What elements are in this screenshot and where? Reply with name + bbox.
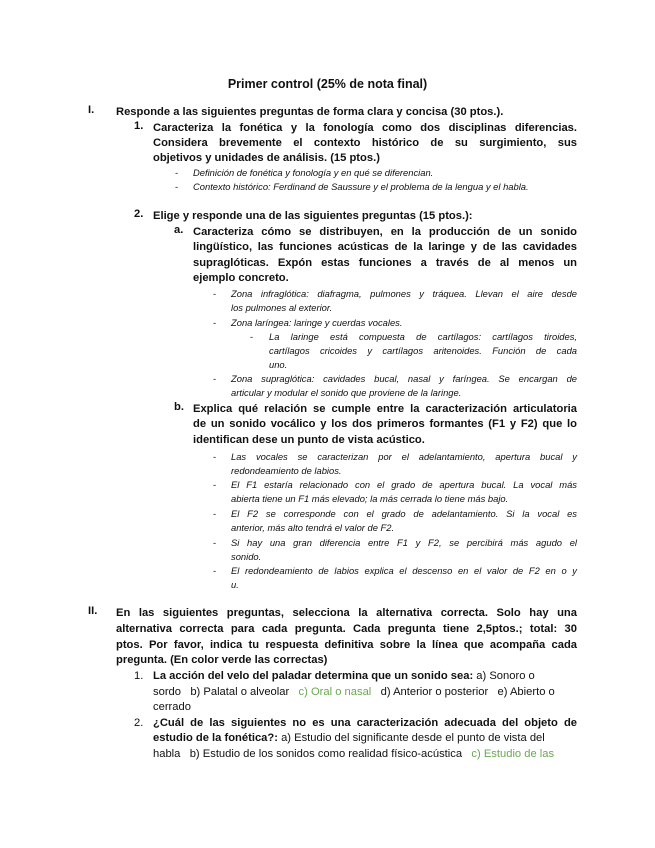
mc-q1-number: 1.	[134, 670, 144, 682]
q2a-sub-answer-line-1: La laringe está compuesta de cartílagos: cartílagos tiroides,	[269, 331, 577, 342]
q2a-answer-1-line-2: los pulmones al exterior.	[231, 302, 333, 313]
mc-q1-option-a: a) Sonoro o	[476, 670, 535, 682]
mc-q1-option-e-cont: cerrado	[153, 701, 191, 713]
section-2-intro-line-2: alternativa correcta para cada pregunta. Cada pregunta tiene 2,5ptos.; total: 30	[116, 623, 577, 635]
q2a-line-2: lingüístico, las funciones acústicas de la laringe y de las cavidades	[193, 241, 577, 253]
q2b-answer-3-line-2: anterior, más alto tendrá el valor de F2.	[231, 522, 395, 533]
mc-q2-stem-line-2: estudio de la fonética?:	[153, 732, 278, 744]
q1-line-3: objetivos y unidades de análisis. (15 ptos.)	[153, 152, 380, 164]
q2-number: 2.	[134, 208, 144, 220]
bullet-dash: -	[213, 288, 217, 299]
q2b-letter: b.	[174, 401, 184, 413]
bullet-dash: -	[213, 537, 217, 548]
q2a-sub-answer-line-3: uno.	[269, 359, 288, 370]
bullet-dash: -	[213, 565, 217, 576]
q2a-letter: a.	[174, 224, 184, 236]
q2b-answer-3-line-1: El F2 se corresponde con el grado de adelantamiento. Si la vocal es	[231, 508, 577, 519]
mc-q1-line-1	[153, 668, 535, 684]
section-1-heading: Responde a las siguientes preguntas de forma clara y concisa (30 ptos.).	[116, 106, 504, 118]
mc-q1-option-c-correct: c) Oral o nasal	[298, 686, 372, 698]
mc-q1-option-e: e) Abierto o	[497, 686, 555, 698]
section-1-numeral: I.	[88, 104, 95, 116]
q2b-answer-1-line-1: Las vocales se caracterizan por el adelantamiento, apertura bucal y	[231, 451, 577, 462]
q2b-answer-5-line-2: u.	[231, 579, 239, 590]
mc-q1-option-d: d) Anterior o posterior	[380, 686, 489, 698]
bullet-dash: -	[213, 508, 217, 519]
section-2-intro-line-3: ptos. Por favor, indica tu respuesta definitiva sobre la línea que acompaña cada	[116, 639, 577, 651]
q2b-answer-4-line-2: sonido.	[231, 551, 262, 562]
bullet-dash: -	[175, 167, 179, 178]
bullet-dash: -	[175, 181, 179, 192]
q2a-answer-2: Zona laríngea: laringe y cuerdas vocales.	[231, 317, 403, 328]
q2a-answer-3-line-2: articular y modular el sonido que proviene de la laringe.	[231, 387, 462, 398]
mc-q1-option-a-cont: sordo	[153, 686, 181, 698]
mc-q2-line-3	[153, 746, 554, 762]
q2a-line-4: ejemplo concreto.	[193, 272, 289, 284]
mc-q2-option-c-correct: c) Estudio de las	[471, 748, 555, 760]
bullet-dash: -	[213, 373, 217, 384]
q1-answer-1: Definición de fonética y fonología y en qué se diferencian.	[193, 167, 434, 178]
q2a-line-1: Caracteriza cómo se distribuyen, en la producción de un sonido	[193, 226, 577, 238]
q2a-sub-answer-line-2: cartílagos cricoides y cartílagos aritenoides. Función de cada	[269, 345, 577, 356]
mc-q1-stem: La acción del velo del paladar determina que un sonido sea:	[153, 670, 474, 682]
mc-q1-option-b: b) Palatal o alveolar	[190, 686, 290, 698]
mc-q2-number: 2.	[134, 717, 144, 729]
q2b-answer-4-line-1: Si hay una gran diferencia entre F1 y F2, se percibirá más agudo el	[231, 537, 577, 548]
mc-q2-option-a-cont: habla	[153, 748, 181, 760]
q2b-answer-2-line-1: El F1 estaría relacionado con el grado de apertura bucal. La vocal más	[231, 479, 577, 490]
q1-line-1: Caracteriza la fonética y la fonología como dos disciplinas diferencias.	[153, 122, 577, 134]
q2b-answer-2-line-2: abierta tiene un F1 más elevado; la más cerrada lo tiene más bajo.	[231, 493, 509, 504]
mc-q2-line-2	[153, 730, 545, 746]
page-title: Primer control (25% de nota final)	[227, 77, 428, 91]
q2a-answer-3-line-1: Zona supraglótica: cavidades bucal, nasal y faríngea. Se encargan de	[231, 373, 577, 384]
q2b-answer-5-line-1: El redondeamiento de labios explica el descenso en el valor de F2 en o y	[231, 565, 577, 576]
bullet-dash: -	[213, 317, 217, 328]
q2b-line-3: identifican dese un punto de vista acústico.	[193, 434, 425, 446]
q1-line-2: Considera brevemente el contexto histórico de su surgimiento, sus	[153, 137, 577, 149]
bullet-dash: -	[250, 331, 254, 342]
q1-number: 1.	[134, 120, 144, 132]
q2b-answer-1-line-2: redondeamiento de labios.	[231, 465, 342, 476]
bullet-dash: -	[213, 479, 217, 490]
mc-q2-option-a: a) Estudio del significante desde el punto de vista del	[281, 732, 545, 744]
q2a-line-3: supraglóticas. Expón estas funciones a través de al menos un	[193, 257, 577, 269]
mc-q2-option-b: b) Estudio de los sonidos como realidad físico-acústica	[189, 748, 463, 760]
q2b-line-1: Explica qué relación se cumple entre la caracterización articulatoria	[193, 403, 577, 415]
section-2-intro-line-1: En las siguientes preguntas, selecciona la alternativa correcta. Solo hay una	[116, 607, 577, 619]
section-2-numeral: II.	[88, 605, 98, 617]
q1-answer-2: Contexto histórico: Ferdinand de Saussure y el problema de la lengua y el habla.	[193, 181, 529, 192]
q2b-line-2: de un sonido vocálico y los dos primeros formantes (F1 y F2) que lo	[193, 418, 577, 430]
section-2-intro-line-4: pregunta. (En color verde las correctas)	[116, 654, 328, 666]
mc-q2-stem-line-1: ¿Cuál de las siguientes no es una caracterización adecuada del objeto de	[153, 717, 577, 729]
q2-heading: Elige y responde una de las siguientes preguntas (15 ptos.):	[153, 210, 473, 222]
bullet-dash: -	[213, 451, 217, 462]
mc-q1-line-2	[153, 684, 555, 700]
q2a-answer-1-line-1: Zona infraglótica: diafragma, pulmones y tráquea. Llevan el aire desde	[231, 288, 577, 299]
